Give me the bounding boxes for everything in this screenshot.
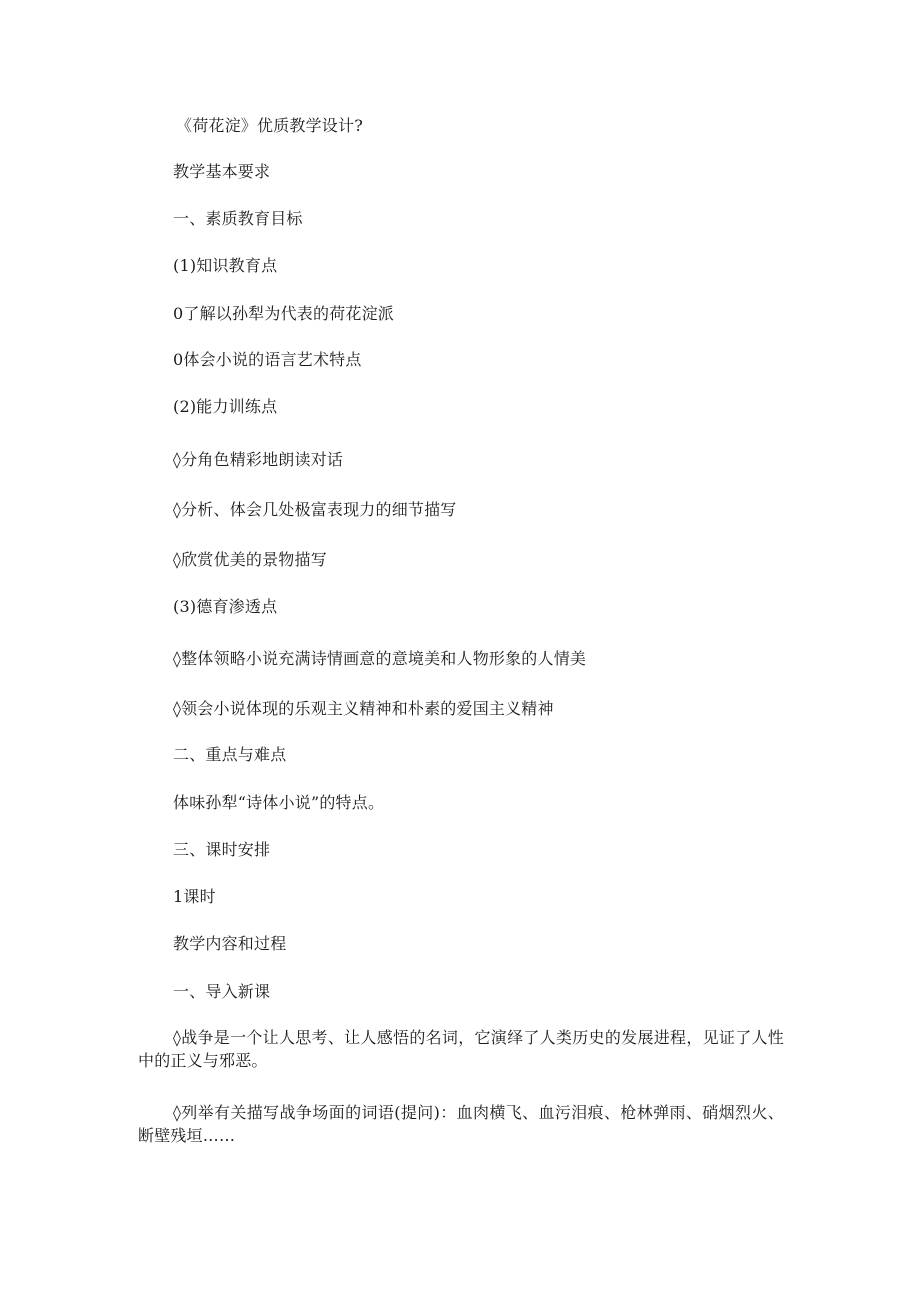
list-item: 0了解以孙犁为代表的荷花淀派 — [173, 304, 394, 323]
list-item: ◊分析、体会几处极富表现力的细节描写 — [173, 500, 457, 519]
section-heading-schedule: 三、课时安排 — [173, 840, 271, 859]
section-heading-key-points: 二、重点与难点 — [173, 745, 287, 764]
paragraph: ◊列举有关描写战争场面的词语(提问)：血肉横飞、血污泪痕、枪林弹雨、硝烟烈火、断壁残垣…… — [138, 1103, 784, 1145]
section-heading-intro: 一、导入新课 — [173, 982, 271, 1001]
section-heading-quality-goals: 一、素质教育目标 — [173, 209, 303, 228]
document-title: 《荷花淀》优质教学设计? — [176, 116, 363, 135]
body-text: 体味孙犁“诗体小说”的特点。 — [173, 793, 385, 812]
section-heading-basic-requirements: 教学基本要求 — [173, 162, 271, 181]
subheading-moral-points: (3)德育渗透点 — [173, 597, 278, 616]
list-item: ◊整体领略小说充满诗情画意的意境美和人物形象的人情美 — [173, 649, 587, 668]
subheading-knowledge-points: (1)知识教育点 — [173, 256, 278, 275]
list-item: ◊领会小说体现的乐观主义精神和朴素的爱国主义精神 — [173, 699, 554, 718]
paragraph: ◊战争是一个让人思考、让人感悟的名词，它演绎了人类历史的发展进程，见证了人性中的正义与邪恶。 — [138, 1028, 784, 1070]
section-heading-content-process: 教学内容和过程 — [173, 934, 287, 953]
subheading-ability-points: (2)能力训练点 — [173, 397, 278, 416]
body-text: 1课时 — [173, 887, 216, 906]
list-item: ◊欣赏优美的景物描写 — [173, 550, 327, 569]
list-item: 0体会小说的语言艺术特点 — [173, 350, 362, 369]
list-item: ◊分角色精彩地朗读对话 — [173, 450, 344, 469]
